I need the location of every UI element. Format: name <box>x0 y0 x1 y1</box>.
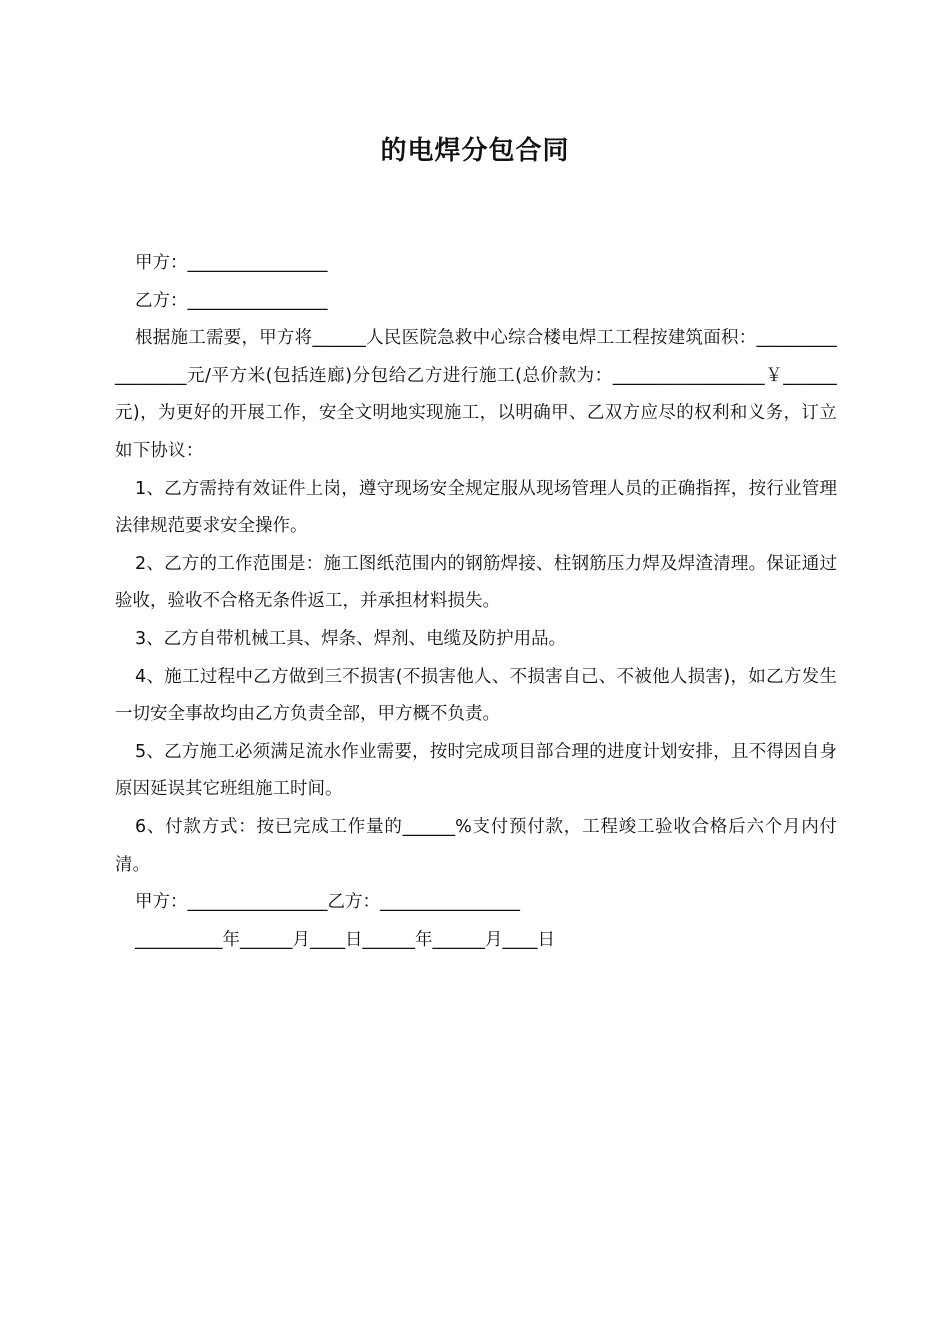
clause-6: 6、付款方式：按已完成工作量的______%支付预付款，工程竣工验收合格后六个月内付清。 <box>115 816 837 875</box>
party-a-line: 甲方：________________ <box>135 253 328 273</box>
signature-line: 甲方：________________乙方：________________ <box>135 892 520 913</box>
party-b-line: 乙方：________________ <box>135 290 328 311</box>
intro-paragraph: 根据施工需要，甲方将______人民医院急救中心综合楼电焊工工程按建筑面积：_________________元/平方米(包括连廊)分包给乙方进行施工(总价款为：_________________￥______元)，为更好的开展工作，安全文明地实现施工，以明确甲、乙双方应尽的权利和义务，订立如下协议： <box>115 328 837 461</box>
date-line: __________年______月____日______年______月____日 <box>135 929 555 950</box>
clause-5: 5、乙方施工必须满足流水作业需要，按时完成项目部合理的进度计划安排，且不得因自身原因延误其它班组施工时间。 <box>115 741 837 800</box>
document-title: 的电焊分包合同 <box>380 136 570 166</box>
document-body <box>115 245 837 959</box>
clause-4: 4、施工过程中乙方做到三不损害(不损害他人、不损害自己、不被他人损害)，如乙方发生一切安全事故均由乙方负责全部，甲方概不负责。 <box>115 666 837 725</box>
clause-1: 1、乙方需持有效证件上岗，遵守现场安全规定服从现场管理人员的正确指挥，按行业管理法律规范要求安全操作。 <box>115 478 837 537</box>
clause-3: 3、乙方自带机械工具、焊条、焊剂、电缆及防护用品。 <box>135 628 567 649</box>
clause-2: 2、乙方的工作范围是：施工图纸范围内的钢筋焊接、柱钢筋压力焊及焊渣清理。保证通过验收，验收不合格无条件返工，并承担材料损失。 <box>115 553 837 612</box>
